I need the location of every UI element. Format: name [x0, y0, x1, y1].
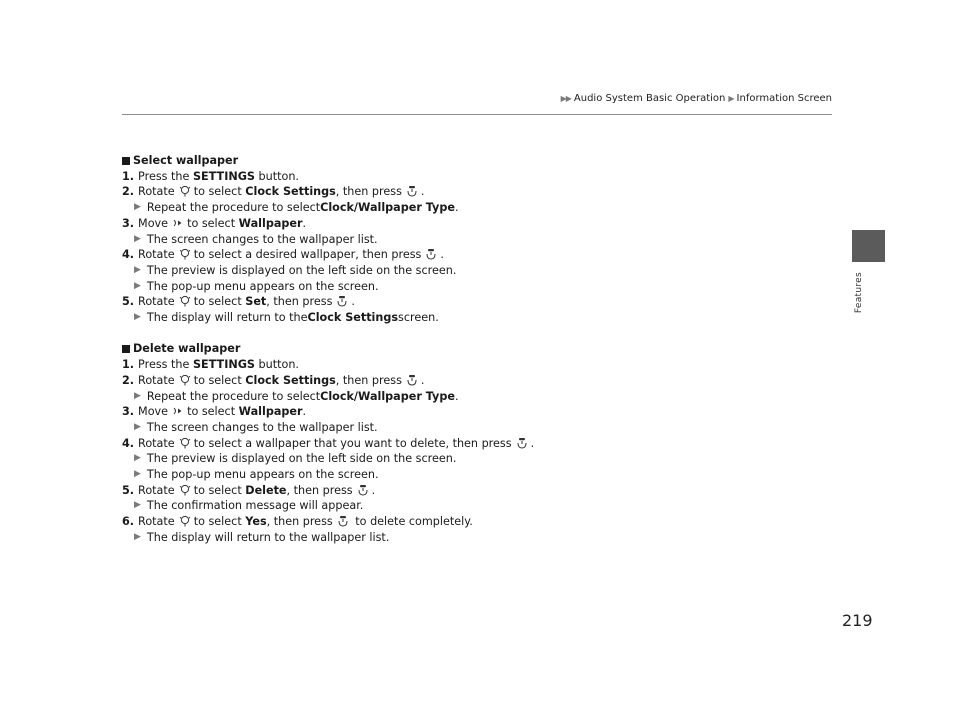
section-title-text: Delete wallpaper: [133, 342, 241, 356]
menu-label: SETTINGS: [192, 169, 255, 183]
instruction-section: [122, 153, 822, 326]
instruction-section: [122, 341, 822, 545]
step-text: to select: [193, 483, 246, 497]
move-right-icon: [172, 217, 184, 229]
step-text: Move: [138, 405, 169, 419]
move-right-icon: [172, 405, 184, 417]
menu-label: Yes: [245, 515, 267, 529]
step-text: screen.: [398, 311, 439, 325]
menu-label: Clock Settings: [245, 373, 336, 387]
menu-label: Wallpaper: [238, 405, 303, 419]
step-text: to select a wallpaper that you want to delete, then press: [193, 436, 512, 450]
header-rule: [122, 114, 832, 115]
section-title: [122, 153, 822, 169]
step-text: The screen changes to the wallpaper list.: [146, 232, 378, 246]
step-result: [122, 451, 822, 467]
dial-icon: [179, 374, 191, 386]
step-number: 3.: [122, 405, 135, 419]
step-text: Rotate: [138, 515, 175, 529]
step-text: Rotate: [138, 373, 175, 387]
step-text: Rotate: [138, 185, 175, 199]
result-arrow-icon: ▶: [134, 390, 141, 401]
step-result: [122, 389, 822, 405]
breadcrumb-item[interactable]: Audio System Basic Operation: [573, 93, 726, 104]
dial-icon: [179, 437, 191, 449]
step-text: .: [420, 185, 425, 199]
step-result: [122, 232, 822, 248]
result-arrow-icon: ▶: [134, 469, 141, 480]
step-number: 2.: [122, 185, 135, 199]
press-icon: [516, 437, 528, 449]
press-icon: [406, 185, 418, 197]
square-bullet-icon: [122, 157, 130, 165]
step-text: Repeat the procedure to select: [146, 201, 321, 215]
press-icon: [357, 484, 369, 496]
result-arrow-icon: ▶: [134, 264, 141, 275]
result-arrow-icon: ▶: [134, 280, 141, 291]
step-text: Rotate: [138, 248, 175, 262]
result-arrow-icon: ▶: [134, 202, 141, 213]
step-text: to select: [193, 373, 246, 387]
side-tab[interactable]: [852, 230, 885, 262]
step-result: [122, 467, 822, 483]
step-text: Move: [138, 216, 169, 230]
step-text: .: [440, 248, 444, 262]
menu-label: Set: [245, 295, 267, 309]
step-result: [122, 530, 822, 546]
result-arrow-icon: ▶: [134, 500, 141, 511]
menu-label: SETTINGS: [192, 358, 255, 372]
step-result: [122, 200, 822, 216]
menu-label: Wallpaper: [238, 216, 303, 230]
step-result: [122, 310, 822, 326]
press-icon: [337, 515, 349, 527]
breadcrumb-arrows-icon: ▶▶: [560, 94, 571, 103]
step-text: .: [302, 405, 307, 419]
press-icon: [406, 374, 418, 386]
step-text: , then press: [266, 515, 333, 529]
step-text: The pop-up menu appears on the screen.: [146, 279, 379, 293]
menu-label: Delete: [245, 483, 287, 497]
step-text: to select: [193, 295, 246, 309]
step-text: The preview is displayed on the left side on the screen.: [146, 263, 457, 277]
step-text: .: [530, 436, 535, 450]
step-text: The preview is displayed on the left side on the screen.: [146, 452, 457, 466]
menu-label: Clock/Wallpaper Type: [320, 201, 455, 215]
step-number: 4.: [122, 436, 135, 450]
step-text: The screen changes to the wallpaper list.: [146, 420, 378, 434]
step-item: [122, 514, 822, 530]
step-item: [122, 483, 822, 499]
step-text: Press the: [138, 169, 193, 183]
step-number: 5.: [122, 483, 135, 497]
step-text: to select: [193, 515, 246, 529]
step-result: [122, 420, 822, 436]
step-item: [122, 184, 822, 200]
step-number: 2.: [122, 373, 135, 387]
step-text: .: [420, 373, 425, 387]
step-text: Press the: [138, 358, 193, 372]
main-content: [122, 153, 822, 546]
result-arrow-icon: ▶: [134, 421, 141, 432]
page-number: 219: [842, 611, 873, 630]
step-text: .: [454, 201, 459, 215]
step-item: [122, 373, 822, 389]
step-item: [122, 247, 822, 263]
dial-icon: [179, 248, 191, 260]
menu-label: Clock Settings: [245, 185, 336, 199]
result-arrow-icon: ▶: [134, 453, 141, 464]
step-item: [122, 169, 822, 185]
step-text: .: [351, 295, 355, 309]
menu-label: Clock Settings: [307, 311, 399, 325]
step-item: [122, 357, 822, 373]
step-text: to select: [187, 216, 239, 230]
result-arrow-icon: ▶: [134, 233, 141, 244]
step-number: 3.: [122, 216, 135, 230]
step-text: The display will return to the wallpaper list.: [146, 530, 390, 544]
step-text: , then press: [266, 295, 333, 309]
section-title-text: Select wallpaper: [133, 154, 239, 167]
menu-label: Clock/Wallpaper Type: [320, 389, 455, 403]
step-result: [122, 263, 822, 279]
dial-icon: [179, 515, 191, 527]
step-text: .: [371, 483, 376, 497]
step-text: , then press: [286, 483, 353, 497]
dial-icon: [179, 295, 191, 307]
step-number: 4.: [122, 248, 135, 262]
step-text: Repeat the procedure to select: [146, 389, 321, 403]
step-number: 6.: [122, 515, 135, 529]
dial-icon: [179, 484, 191, 496]
step-text: , then press: [335, 373, 402, 387]
press-icon: [336, 295, 348, 307]
breadcrumb-item[interactable]: Information Screen: [736, 93, 832, 104]
step-result: [122, 279, 822, 295]
breadcrumb-separator-icon: ▶: [728, 94, 735, 103]
step-number: 5.: [122, 295, 135, 309]
step-item: [122, 436, 822, 452]
result-arrow-icon: ▶: [134, 531, 141, 542]
step-text: button.: [254, 358, 299, 372]
side-tab-label: Features: [854, 272, 864, 314]
step-text: Rotate: [138, 295, 175, 309]
step-item: [122, 216, 822, 232]
step-text: , then press: [335, 185, 402, 199]
dial-icon: [179, 185, 191, 197]
step-text: The confirmation message will appear.: [146, 499, 364, 513]
step-item: [122, 294, 822, 310]
step-text: button.: [254, 169, 299, 183]
step-text: .: [302, 216, 307, 230]
step-text: The display will return to the: [146, 311, 308, 325]
step-text: to select a desired wallpaper, then press: [193, 248, 422, 262]
step-item: [122, 404, 822, 420]
step-number: 1.: [122, 169, 135, 183]
press-icon: [425, 248, 437, 260]
step-text: .: [454, 389, 459, 403]
step-text: to select: [187, 405, 239, 419]
step-text: The pop-up menu appears on the screen.: [146, 468, 379, 482]
step-text: to select: [193, 185, 246, 199]
result-arrow-icon: ▶: [134, 312, 141, 323]
step-number: 1.: [122, 358, 135, 372]
breadcrumb: [561, 93, 832, 104]
step-result: [122, 498, 822, 514]
section-title: [122, 341, 822, 357]
square-bullet-icon: [122, 345, 130, 353]
step-text: to delete completely.: [351, 515, 473, 529]
step-text: Rotate: [138, 483, 175, 497]
step-text: Rotate: [138, 436, 175, 450]
